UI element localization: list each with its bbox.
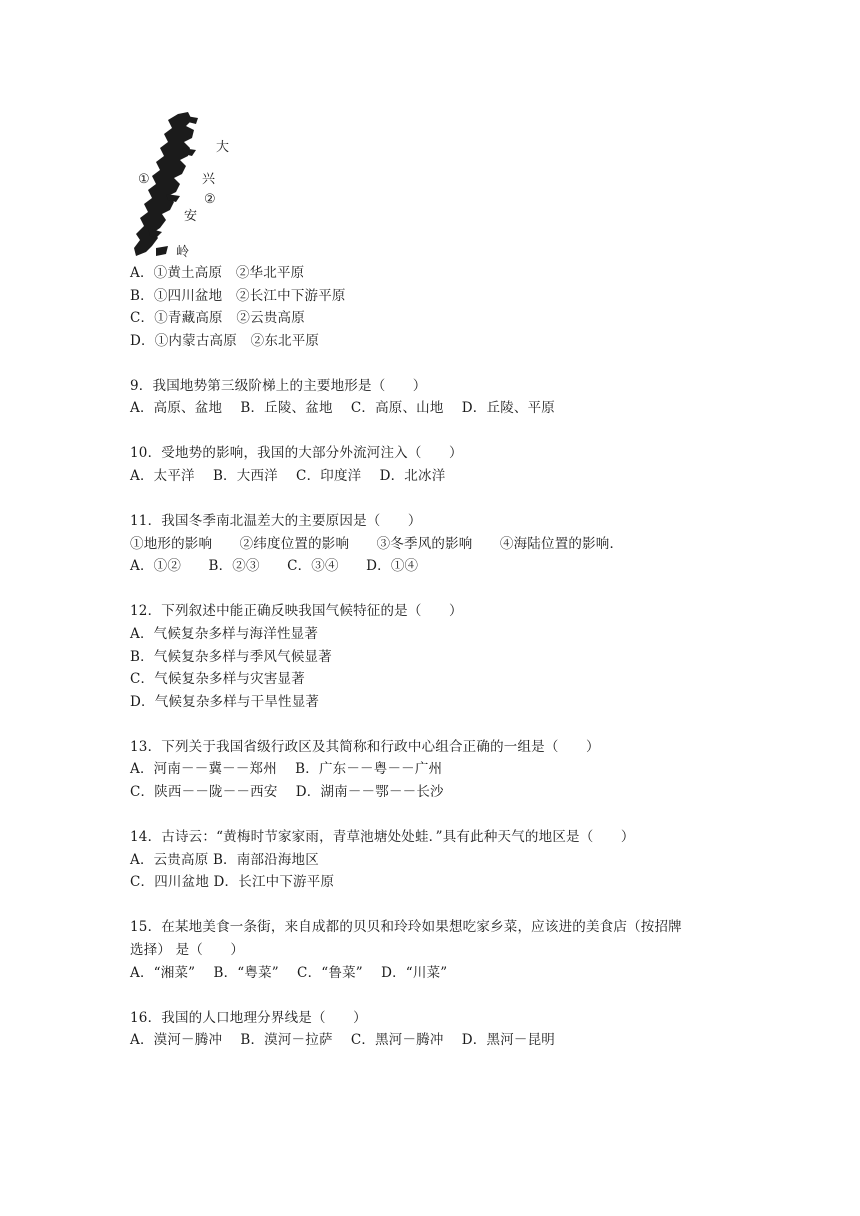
- q12-option-c: C．气候复杂多样与灾害显著: [130, 671, 305, 687]
- q10-options: A．太平洋 B．大西洋 C．印度洋 D．北冰洋: [130, 468, 446, 484]
- q12-option-a: A．气候复杂多样与海洋性显著: [130, 626, 319, 642]
- q16-stem: 16．我国的人口地理分界线是（ ）: [130, 1010, 367, 1026]
- q13-options-ab: A．河南－－冀－－郑州 B．广东－－粤－－广州: [130, 761, 443, 777]
- q14-options-cd: C．四川盆地 D．长江中下游平原: [130, 874, 335, 890]
- q8-option-a: A．①黄土高原 ②华北平原: [130, 265, 305, 281]
- q12-option-b: B．气候复杂多样与季风气候显著: [130, 649, 332, 665]
- range-label-char-1: 大: [216, 140, 230, 155]
- q8-option-c: C．①青藏高原 ②云贵高原: [130, 310, 305, 326]
- q14-options-ab: A．云贵高原 B．南部沿海地区: [130, 852, 319, 868]
- range-label-char-2: 兴: [202, 172, 216, 187]
- map-marker-1: ①: [138, 172, 150, 187]
- map-figure: [126, 108, 236, 260]
- q15-stem-line2: 选择） 是（ ）: [130, 942, 245, 958]
- q15-stem-line1: 15．在某地美食一条街，来自成都的贝贝和玲玲如果想吃家乡菜，应该进的美食店（按招牌: [130, 919, 682, 935]
- range-label-char-4: 岭: [176, 245, 190, 260]
- q11-items: ①地形的影响 ②纬度位置的影响 ③冬季风的影响 ④海陆位置的影响．: [130, 536, 624, 552]
- q8-option-b: B．①四川盆地 ②长江中下游平原: [130, 288, 346, 304]
- q15-options: A．“湘菜” B．“粤菜” C．“鲁菜” D．“川菜”: [130, 965, 448, 981]
- range-label-char-3: 安: [184, 209, 198, 224]
- q16-options: A．漠河－腾冲 B．漠河－拉萨 C．黑河－腾冲 D．黑河－昆明: [130, 1032, 555, 1048]
- q9-options: A．高原、盆地 B．丘陵、盆地 C．高原、山地 D．丘陵、平原: [130, 400, 555, 416]
- map-marker-2: ②: [204, 192, 216, 207]
- q14-stem: 14．古诗云：“黄梅时节家家雨，青草池塘处处蛙．”具有此种天气的地区是（ ）: [130, 829, 635, 845]
- q13-options-cd: C．陕西－－陇－－西安 D．湖南－－鄂－－长沙: [130, 784, 444, 800]
- q10-stem: 10．受地势的影响，我国的大部分外流河注入（ ）: [130, 445, 463, 461]
- q12-option-d: D．气候复杂多样与干旱性显著: [130, 694, 320, 710]
- q12-stem: 12．下列叙述中能正确反映我国气候特征的是（ ）: [130, 603, 463, 619]
- q11-stem: 11．我国冬季南北温差大的主要原因是（ ）: [130, 513, 422, 529]
- q8-option-d: D．①内蒙古高原 ②东北平原: [130, 333, 320, 349]
- q13-stem: 13．下列关于我国省级行政区及其简称和行政中心组合正确的一组是（ ）: [130, 739, 600, 755]
- q11-options: A．①② B．②③ C．③④ D．①④: [130, 558, 419, 574]
- q9-stem: 9．我国地势第三级阶梯上的主要地形是（ ）: [130, 378, 427, 394]
